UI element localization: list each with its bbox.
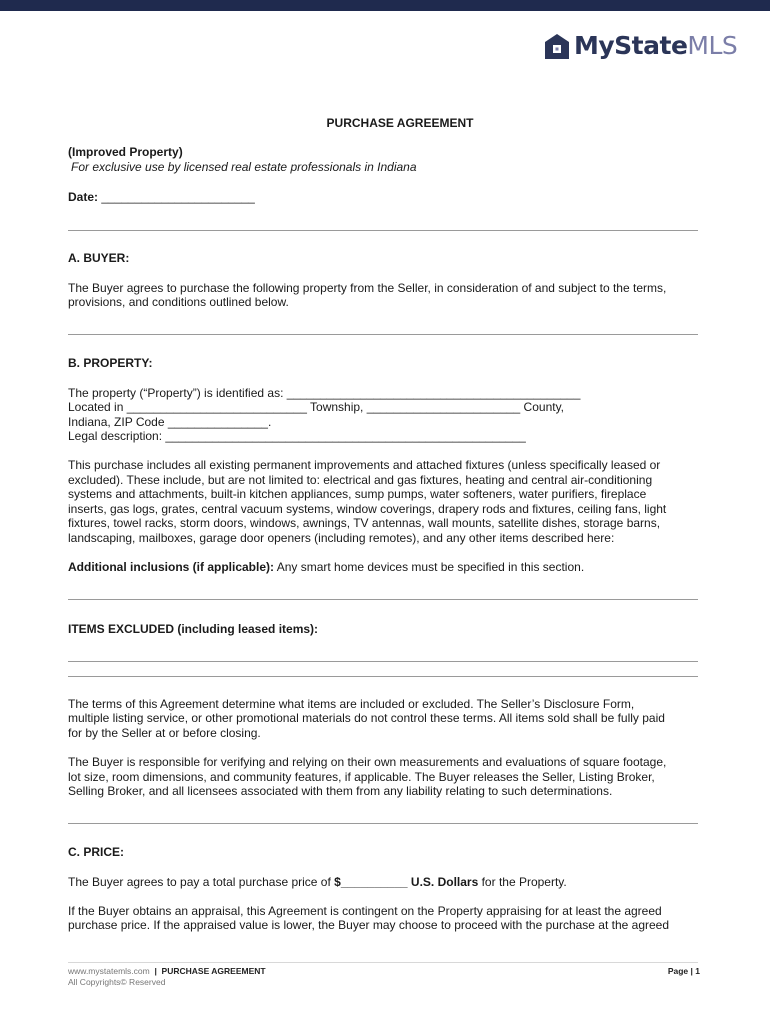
footer-doc-name: PURCHASE AGREEMENT bbox=[161, 966, 266, 976]
footer-site: www.mystatemls.com bbox=[68, 966, 150, 976]
footer-separator: | bbox=[149, 966, 162, 976]
includes-text-line: This purchase includes all existing permanent improvements and attached fixtures (unless specifically leased or bbox=[68, 458, 661, 472]
property-legal-line: Legal description: ______________________________________________________ bbox=[68, 429, 526, 443]
additional-inclusions-label: Additional inclusions (if applicable): bbox=[68, 560, 275, 574]
footer-page-number: Page | 1 bbox=[667, 966, 700, 976]
buyer-text-line: The Buyer agrees to purchase the following property from the Seller, in consideration of and subject to the terms, bbox=[68, 281, 667, 295]
footer-copyright: All Copyrights© Reserved bbox=[68, 976, 166, 987]
terms-text-line: multiple listing service, or other promotional materials do not control these terms. All items sold shall be fully paid bbox=[68, 711, 665, 725]
property-zip-line: Indiana, ZIP Code _______________. bbox=[68, 415, 272, 429]
items-excluded-heading: ITEMS EXCLUDED (including leased items): bbox=[68, 622, 319, 636]
terms-text-line: The terms of this Agreement determine what items are included or excluded. The Seller’s Disclosure Form, bbox=[68, 697, 635, 711]
fill-line bbox=[68, 676, 698, 677]
property-id-line: The property (“Property”) is identified as: ____________________________________________ bbox=[68, 386, 581, 400]
additional-inclusions-text: Any smart home devices must be specified in this section. bbox=[274, 560, 585, 574]
buyer-heading: A. BUYER: bbox=[68, 251, 130, 265]
house-logo-icon bbox=[544, 32, 570, 60]
price-text-post: for the Property. bbox=[478, 875, 567, 889]
price-text-pre: The Buyer agrees to pay a total purchase price of bbox=[68, 875, 335, 889]
document-subtitle: (Improved Property) bbox=[68, 145, 183, 159]
date-label: Date: bbox=[68, 190, 99, 204]
footer-divider bbox=[68, 962, 698, 963]
mystatemls-logo bbox=[544, 30, 737, 62]
responsibility-text-line: lot size, room dimensions, and community features, if applicable. The Buyer releases the Seller, Listing Broker, bbox=[68, 770, 655, 784]
includes-text-line: systems and attachments, built-in kitchen appliances, sump pumps, water softeners, water purifiers, fireplace bbox=[68, 487, 647, 501]
date-blank: _______________________ bbox=[101, 190, 255, 204]
usage-note: For exclusive use by licensed real estate professionals in Indiana bbox=[71, 160, 417, 174]
responsibility-text-line: The Buyer is responsible for verifying and relying on their own measurements and evaluations of square footage, bbox=[68, 755, 667, 769]
includes-text-line: landscaping, mailboxes, garage door openers (including remotes), and any other items described here: bbox=[68, 531, 615, 545]
price-amount: $__________ U.S. Dollars bbox=[334, 875, 479, 889]
logo-wordmark-mystate: MyState bbox=[574, 31, 688, 60]
terms-text-line: for by the Seller at or before closing. bbox=[68, 726, 261, 740]
section-divider bbox=[68, 230, 698, 231]
price-heading: C. PRICE: bbox=[68, 845, 125, 859]
section-divider bbox=[68, 823, 698, 824]
buyer-text-line: provisions, and conditions outlined below. bbox=[68, 295, 289, 309]
appraisal-text-line: If the Buyer obtains an appraisal, this Agreement is contingent on the Property appraising for at least the agreed bbox=[68, 904, 662, 918]
document-title: PURCHASE AGREEMENT bbox=[326, 116, 474, 130]
includes-text-line: fixtures, towel racks, storm doors, windows, awnings, TV antennas, wall mounts, satellite dishes, storage barns, bbox=[68, 516, 661, 530]
fill-line bbox=[68, 599, 698, 600]
property-location-line: Located in ___________________________ Township, _______________________ County, bbox=[68, 400, 565, 414]
appraisal-text-line: purchase price. If the appraised value is lower, the Buyer may choose to proceed with the purchase at the agreed bbox=[68, 918, 670, 932]
includes-text-line: excluded). These include, but are not limited to: electrical and gas fixtures, heating and central air-conditioning bbox=[68, 473, 653, 487]
top-color-bar bbox=[0, 0, 770, 11]
logo-wordmark bbox=[574, 30, 737, 62]
price-text bbox=[68, 875, 567, 890]
additional-inclusions bbox=[68, 560, 584, 575]
includes-text-line: inserts, gas logs, grates, central vacuum systems, window coverings, drapery rods and fixtures, ceiling fans, light bbox=[68, 502, 667, 516]
logo-wordmark-mls: MLS bbox=[687, 31, 738, 60]
responsibility-text-line: Selling Broker, and all licensees associated with them from any liability relating to such determinations. bbox=[68, 784, 613, 798]
date-field bbox=[68, 190, 255, 205]
footer-left bbox=[68, 966, 266, 987]
fill-line bbox=[68, 661, 698, 662]
section-divider bbox=[68, 334, 698, 335]
property-heading: B. PROPERTY: bbox=[68, 356, 153, 370]
